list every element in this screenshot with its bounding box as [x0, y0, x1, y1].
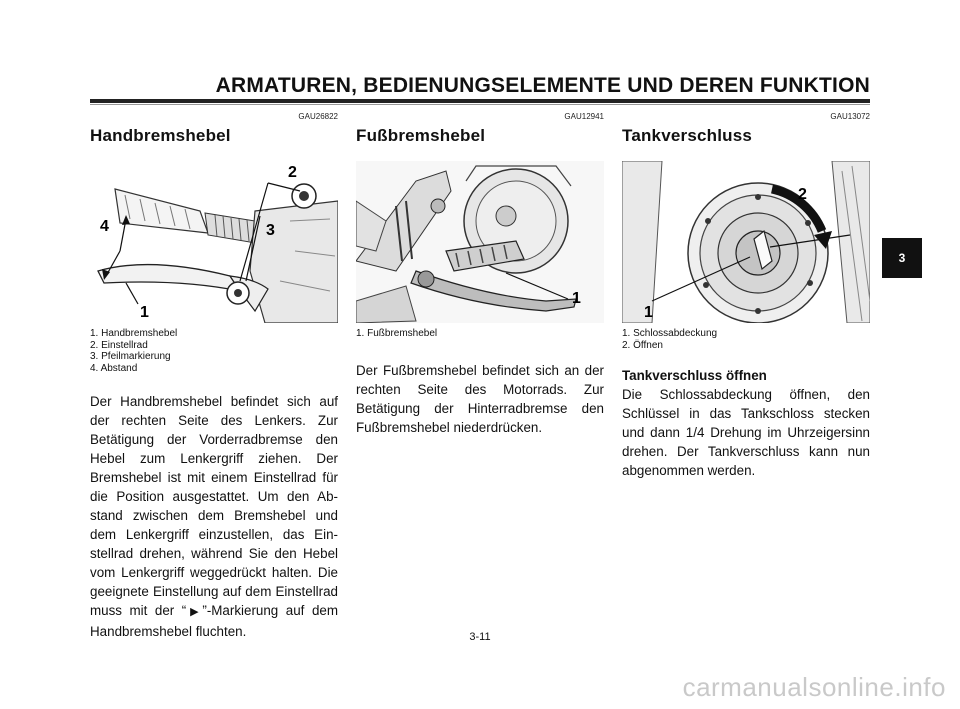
fuel-cap-illustration	[622, 161, 870, 323]
legend-item: 2. Einstellrad	[90, 339, 148, 351]
legend-item: 2. Öffnen	[622, 339, 663, 351]
body-paragraph	[90, 392, 338, 641]
section-title: Tankverschluss	[622, 126, 753, 145]
callout-3: 3	[266, 222, 275, 239]
section-code: GAU13072	[830, 112, 870, 121]
foot-brake-illustration	[356, 161, 604, 323]
legend-item: 4. Abstand	[90, 362, 138, 374]
section-code: GAU26822	[298, 112, 338, 121]
section-handbremshebel	[90, 112, 338, 641]
section-code: GAU12941	[564, 112, 604, 121]
callout-4: 4	[100, 218, 109, 235]
subsection-title: Tankverschluss öffnen	[622, 368, 767, 383]
arrow-mark-icon: ▶	[186, 606, 203, 618]
header-rule	[90, 99, 870, 103]
figure-hand-brake-lever	[90, 161, 338, 323]
figure-legend	[90, 328, 338, 374]
paragraph-text-end: ”-Markierung auf dem Handbremshebel fluchten.	[90, 603, 338, 639]
callout-2: 2	[798, 186, 807, 203]
paragraph-text: Der Handbremshebel befindet sich auf der rechten Seite des Lenkers. Zur Betätigung der Vorderradbremse den Hebel zum Lenkergriff ziehen. Der Bremshebel ist mit einem Einstellrad für die Position ausgestattet. Um den Abstand zwischen dem Bremshebel und dem Lenkergriff einzustellen, das Einstellrad drehen, während Sie den Hebel vom Lenkergriff weggedrückt halten. Die geeignete Einstellung auf dem Einstellrad muss mit der “	[90, 394, 338, 618]
section-title: Handbremshebel	[90, 126, 231, 145]
legend-item: 1. Handbremshebel	[90, 328, 178, 339]
legend-item: 3. Pfeilmarkierung	[90, 351, 171, 362]
section-tankverschluss	[622, 112, 870, 480]
body-paragraph: Die Schlossabdeckung öffnen, den Schlüssel in das Tankschloss stecken und dann 1/4 Drehung im Uhrzeigersinn drehen. Der Tankverschluss kann nun abgenommen werden.	[622, 387, 870, 478]
body-paragraph: Der Fußbremshebel befindet sich an der rechten Seite des Motorrads. Zur Betätigung der Hinterradbremse den Fußbremshebel niederdrücken.	[356, 362, 604, 435]
header-rule-thin	[90, 104, 870, 105]
callout-1: 1	[140, 304, 149, 321]
legend-item: 1. Schlossabdeckung	[622, 328, 718, 339]
chapter-title: ARMATUREN, BEDIENUNGSELEMENTE UND DEREN FUNKTION	[215, 74, 870, 97]
callout-1: 1	[644, 304, 653, 321]
chapter-tab[interactable]: 3	[882, 238, 922, 278]
callout-1: 1	[572, 290, 581, 307]
figure-foot-brake-lever	[356, 161, 604, 323]
callout-2: 2	[288, 164, 297, 181]
watermark: carmanualsonline.info	[682, 672, 946, 702]
section-title: Fußbremshebel	[356, 126, 486, 145]
figure-legend	[622, 328, 870, 351]
section-fussbremshebel	[356, 112, 604, 437]
page-number: 3-11	[469, 631, 491, 643]
hand-brake-illustration	[90, 161, 338, 323]
figure-legend	[356, 328, 604, 340]
legend-item: 1. Fußbremshebel	[356, 328, 438, 339]
figure-fuel-cap	[622, 161, 870, 323]
